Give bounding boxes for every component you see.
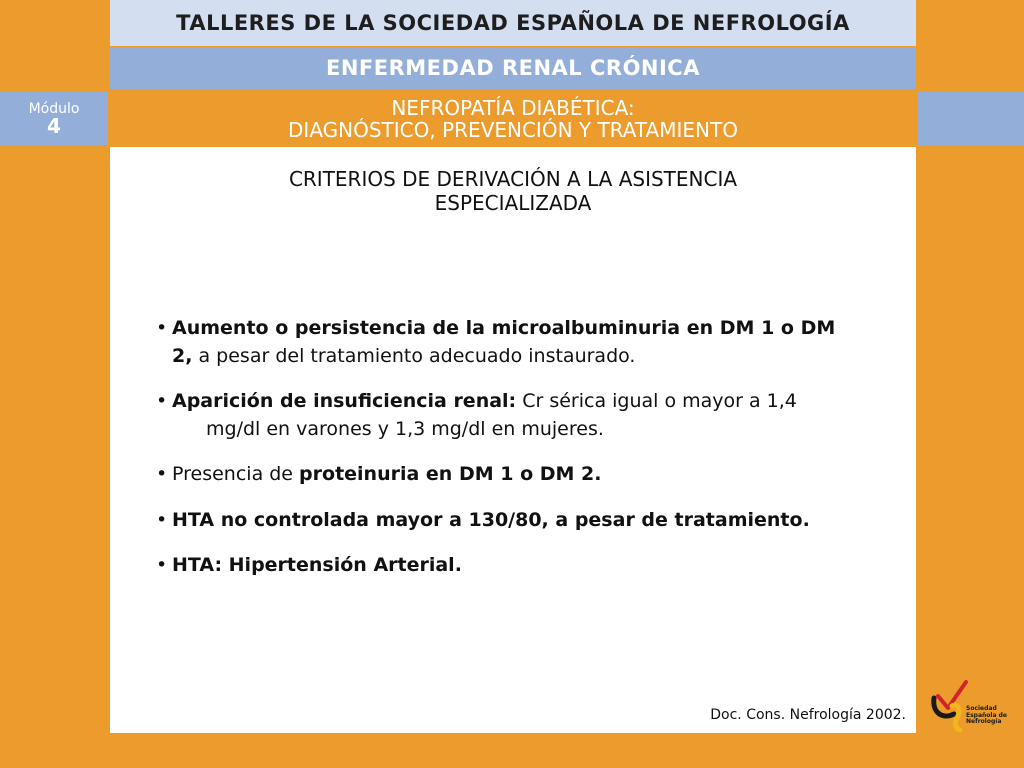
header-top-band [110, 0, 916, 46]
list-item-text [172, 461, 896, 489]
header-subtitle: ENFERMEDAD RENAL CRÓNICA [326, 56, 700, 80]
bullet-icon: • [156, 317, 168, 339]
list-item [156, 315, 896, 370]
list-item-bold: HTA no controlada mayor a 130/80, a pesar de tratamiento. [172, 508, 810, 531]
right-accent-box [918, 92, 1024, 145]
list-item-bold: Aparición de insuficiencia renal: [172, 390, 517, 413]
sen-logo-line2: Española de [966, 711, 1007, 719]
list-item-continuation: mg/dl en varones y 1,3 mg/dl en mujeres. [206, 417, 604, 440]
bullet-icon: • [156, 390, 168, 413]
bullet-icon: • [156, 508, 168, 531]
sen-logo [928, 676, 1018, 738]
module-title-line2: DIAGNÓSTICO, PREVENCIÓN Y TRATAMIENTO [288, 117, 738, 142]
bullet-icon: • [156, 463, 168, 486]
content-panel [110, 147, 916, 733]
list-item-continuation [172, 343, 896, 371]
list-item-text [172, 552, 896, 580]
header-subtitle-band [110, 47, 916, 89]
bullet-icon: • [156, 554, 168, 577]
list-item [156, 388, 896, 443]
sen-logo-text [966, 706, 1007, 726]
list-item [156, 507, 896, 535]
list-item-text [172, 315, 896, 370]
content-title-line1: CRITERIOS DE DERIVACIÓN A LA ASISTENCIA [288, 167, 738, 191]
header-top-title: TALLERES DE LA SOCIEDAD ESPAÑOLA DE NEFROLOGÍA [176, 11, 850, 35]
criteria-list [156, 315, 896, 598]
module-badge [0, 92, 108, 145]
list-item-text [172, 388, 896, 443]
module-number: 4 [47, 113, 61, 138]
module-title [110, 92, 916, 145]
list-item [156, 552, 896, 580]
list-item-bold: proteinuria en DM 1 o DM 2. [299, 463, 602, 486]
list-item-normal: a pesar del tratamiento adecuado instaurado. [192, 344, 636, 367]
module-title-line1: NEFROPATÍA DIABÉTICA: [391, 95, 635, 120]
sen-logo-line1: Sociedad [966, 705, 997, 712]
citation: Doc. Cons. Nefrología 2002. [710, 707, 906, 723]
content-title [110, 167, 916, 215]
list-item-normal: Cr sérica igual o mayor a 1,4 [516, 390, 797, 413]
list-item-bold: Aumento o persistencia de la microalbuminuria en DM 1 o DM [172, 317, 836, 339]
sen-logo-line3: Nefrología [966, 718, 1002, 726]
module-label: Módulo [28, 100, 80, 117]
list-item-bold-cont: 2, [172, 344, 193, 367]
list-item [156, 461, 896, 489]
list-item-bold: HTA: Hipertensión Arterial. [172, 554, 462, 577]
list-item-text [172, 507, 896, 535]
content-title-line2: ESPECIALIZADA [434, 191, 592, 215]
list-item-normal: Presencia de [172, 463, 300, 486]
